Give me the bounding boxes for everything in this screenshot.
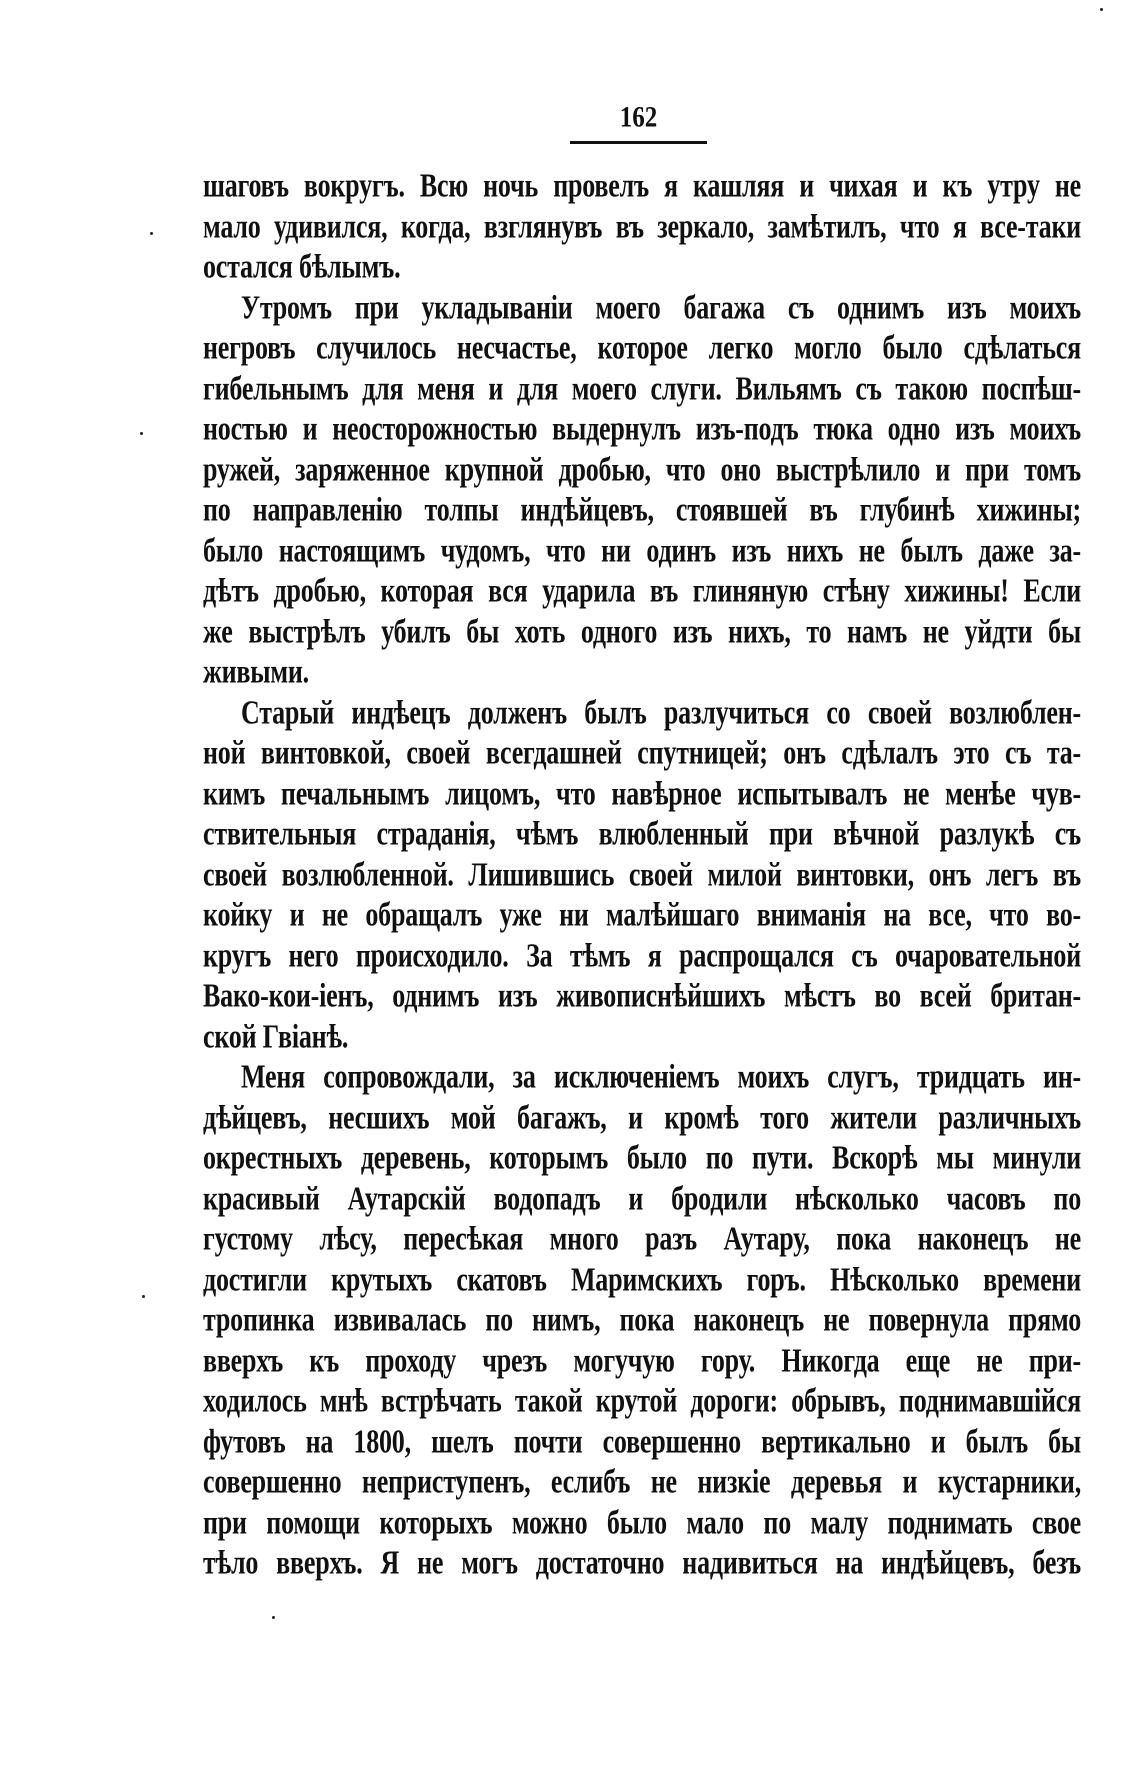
scan-speck: [1100, 8, 1103, 11]
text-line: при помощи которыхъ можно было мало по малу поднимать свое: [203, 1502, 1081, 1541]
text-line: тропинка извивалась по нимъ, пока наконецъ не повернула прямо: [203, 1300, 1081, 1339]
scan-speck: [150, 232, 153, 235]
text-line: гибельнымъ для меня и для моего слуги. Вильямъ съ такою поспѣш-: [203, 368, 1081, 407]
text-line: негровъ случилось несчастье, которое легко могло было сдѣлаться: [203, 328, 1081, 367]
text-line: ходилось мнѣ встрѣчать такой крутой дороги: обрывъ, поднимавшійся: [203, 1381, 1081, 1420]
scan-speck: [140, 432, 143, 435]
text-line: было настоящимъ чудомъ, что ни одинъ изъ нихъ не былъ даже за-: [203, 530, 1081, 569]
text-line: красивый Аутарскій водопадъ и бродили нѣсколько часовъ по: [203, 1178, 1081, 1217]
text-line: койку и не обращалъ уже ни малѣйшаго вниманія на все, что во-: [203, 895, 1081, 934]
text-line: густому лѣсу, пересѣкая много разъ Аутару, пока наконецъ не: [203, 1219, 1081, 1258]
paragraph: [203, 693, 1081, 1058]
text-line: ской Гвіанѣ.: [203, 1016, 349, 1055]
text-line: окрестныхъ деревень, которымъ было по пути. Вскорѣ мы минули: [203, 1138, 1081, 1177]
paragraph: [203, 288, 1081, 693]
text-line: кругъ него происходило. За тѣмъ я распрощался съ очаровательной: [203, 935, 1081, 974]
text-line: совершенно неприступенъ, еслибъ не низкіе деревья и кустарники,: [203, 1462, 1081, 1501]
text-line: шаговъ вокругъ. Всю ночь провелъ я кашляя и чихая и къ утру не: [203, 166, 1081, 205]
text-line: достигли крутыхъ скатовъ Маримскихъ горъ. Нѣсколько времени: [203, 1259, 1081, 1298]
text-line: своей возлюбленной. Лишившись своей милой винтовки, онъ легъ въ: [203, 854, 1081, 893]
text-line: Утромъ при укладываніи моего багажа съ однимъ изъ моихъ: [241, 287, 1081, 326]
text-line: дѣйцевъ, несшихъ мой багажъ, и кромѣ того жители различныхъ: [203, 1097, 1081, 1136]
text-line: вверхъ къ проходу чрезъ могучую гору. Никогда еще не при-: [203, 1340, 1081, 1379]
page-number: 162: [619, 101, 658, 134]
text-line: дѣтъ дробью, которая вся ударила въ глиняную стѣну хижины! Если: [203, 571, 1081, 610]
text-line: мало удивился, когда, взглянувъ въ зеркало, замѣтилъ, что я все-таки: [203, 206, 1081, 245]
text-line: живыми.: [203, 652, 309, 691]
text-line: остался бѣлымъ.: [203, 247, 401, 286]
text-line: футовъ на 1800, шелъ почти совершенно вертикально и былъ бы: [203, 1421, 1081, 1460]
text-line: Вако-кои-іенъ, однимъ изъ живописнѣйшихъ мѣстъ во всей британ-: [203, 976, 1081, 1015]
text-line: по направленію толпы индѣйцевъ, стоявшей въ глубинѣ хижины;: [203, 490, 1081, 529]
text-line: же выстрѣлъ убилъ бы хоть одного изъ нихъ, то намъ не уйдти бы: [203, 611, 1081, 650]
text-line: ствительныя страданія, чѣмъ влюбленный при вѣчной разлукѣ съ: [203, 814, 1081, 853]
scan-speck: [272, 1616, 275, 1619]
text-line: ружей, заряженное крупной дробью, что оно выстрѣлило и при томъ: [203, 449, 1081, 488]
text-line: Старый индѣецъ долженъ былъ разлучиться со своей возлюблен-: [241, 692, 1081, 731]
scan-speck: [142, 1295, 145, 1298]
page-number-rule: [570, 141, 707, 144]
text-line: Меня сопровождали, за исключеніемъ моихъ слугъ, тридцать ин-: [241, 1057, 1081, 1096]
paragraph: [203, 166, 1081, 288]
body-text: [203, 166, 1081, 1584]
text-line: тѣло вверхъ. Я не могъ достаточно надивиться на индѣйцевъ, безъ: [203, 1543, 1081, 1582]
text-line: кимъ печальнымъ лицомъ, что навѣрное испытывалъ не менѣе чув-: [203, 773, 1081, 812]
paragraph: [203, 1057, 1081, 1584]
text-line: ностью и неосторожностью выдернулъ изъ-подъ тюка одно изъ моихъ: [203, 409, 1081, 448]
text-line: ной винтовкой, своей всегдашней спутницей; онъ сдѣлалъ это съ та-: [203, 733, 1081, 772]
